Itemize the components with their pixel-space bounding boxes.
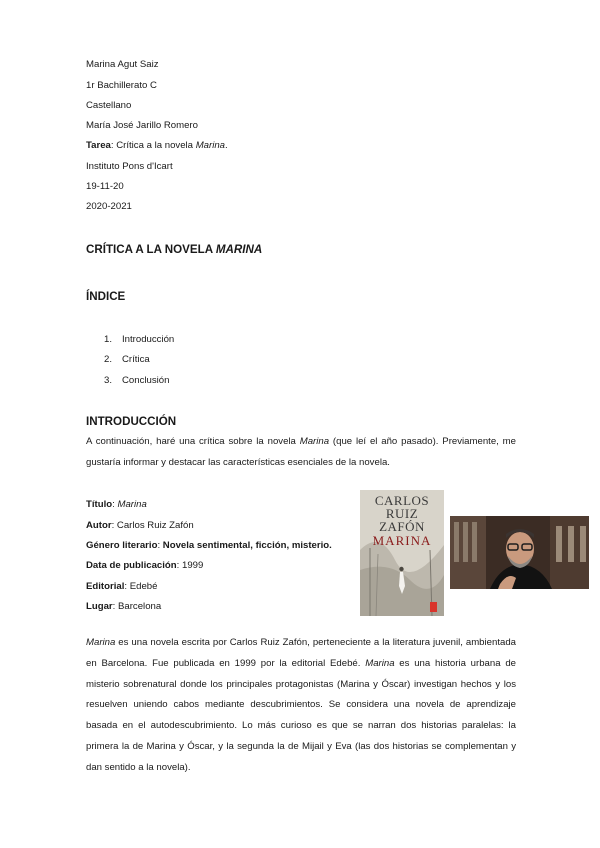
cover-author-line-1: CARLOS (374, 493, 430, 508)
detail-value: Novela sentimental, ficción, misterio. (162, 540, 332, 551)
index-item (104, 374, 169, 387)
detail-genre (86, 539, 332, 552)
teacher-name: María José Jarillo Romero (86, 120, 198, 131)
intro-novel-title: Marina (299, 436, 330, 447)
course-name: 1r Bachillerato C (86, 80, 157, 91)
task-line (86, 139, 228, 152)
body-text-b: es una historia urbana de misterio sobrenatural donde los principales protagonistas (Marina y Óscar) investigan hechos y los resuelven uniendo cabos mediante descubrimientos. Se considera una novela de aprendizaje basada en el autodescubrimiento. Lo más curioso es que se narran dos historias paralelas: la primera la de Marina y Óscar, y la segunda la de Mijail y Eva (las dos historias se complementan y dan sentido a la novela). (86, 657, 516, 773)
date: 19-11-20 (86, 181, 124, 192)
detail-sep: : (112, 499, 118, 510)
body-paragraph (86, 633, 516, 779)
detail-sep: : (176, 560, 182, 571)
index-item-number: 2. (104, 354, 113, 365)
body-novel-title: Marina (86, 637, 116, 648)
task-title: Marina (195, 140, 226, 151)
index-item-number: 1. (104, 334, 113, 345)
detail-label: Título (86, 499, 113, 510)
document-title (86, 243, 262, 256)
cover-author-line-2: RUIZ (385, 506, 419, 521)
subject-name: Castellano (86, 100, 132, 111)
intro-text-b: (que leí el año pasado). Previamente, me gustaría informar y destacar las características esenciales de la novela. (86, 436, 516, 468)
body-text-a: es una novela escrita por Carlos Ruiz Zafón, perteneciente a la literatura juvenil, ambientada en Barcelona. Fue publicada en 1999 por la editorial Edebé. (86, 637, 516, 669)
author-name: Marina Agut Saiz (86, 59, 159, 70)
title-italic: MARINA (215, 243, 263, 256)
index-item-label: Introducción (122, 334, 175, 345)
detail-place (86, 600, 161, 613)
detail-value: 1999 (181, 560, 204, 571)
intro-heading: INTRODUCCIÓN (86, 415, 177, 428)
detail-value: Edebé (129, 581, 158, 592)
task-text: : Crítica a la novela (110, 140, 196, 151)
task-end: . (225, 140, 228, 151)
detail-sep: : (124, 581, 130, 592)
index-item-number: 3. (104, 375, 113, 386)
cover-title: MARINA (372, 533, 432, 548)
school-name: Instituto Pons d'Icart (86, 161, 173, 172)
body-novel-title-2: Marina (365, 657, 395, 669)
detail-sep: : (111, 520, 117, 531)
title-prefix: CRÍTICA A LA NOVELA (86, 243, 216, 256)
detail-value: Barcelona (118, 601, 162, 612)
detail-value: Marina (117, 499, 147, 510)
detail-author (86, 519, 194, 532)
book-cover-image (360, 490, 444, 616)
index-item (104, 333, 174, 346)
author-photo-art (450, 516, 589, 589)
author-photo (450, 516, 589, 589)
detail-label: Editorial (86, 581, 125, 592)
detail-label: Autor (86, 520, 112, 531)
detail-label: Data de publicación (86, 560, 177, 571)
intro-text-a: A continuación, haré una crítica sobre la novela (86, 436, 300, 447)
task-label: Tarea (86, 140, 111, 151)
detail-publisher (86, 580, 157, 593)
intro-paragraph (86, 432, 516, 474)
detail-label: Género literario (86, 540, 158, 551)
index-item (104, 353, 150, 366)
detail-value: Carlos Ruiz Zafón (116, 520, 194, 531)
detail-publication-date (86, 559, 203, 572)
detail-label: Lugar (86, 601, 113, 612)
school-year: 2020-2021 (86, 201, 132, 212)
detail-sep: : (157, 540, 163, 551)
detail-sep: : (112, 601, 118, 612)
index-item-label: Crítica (122, 354, 150, 365)
cover-author-line-3: ZAFÓN (379, 519, 425, 534)
index-item-label: Conclusión (122, 375, 170, 386)
index-heading: ÍNDICE (86, 290, 126, 303)
detail-title (86, 498, 147, 511)
